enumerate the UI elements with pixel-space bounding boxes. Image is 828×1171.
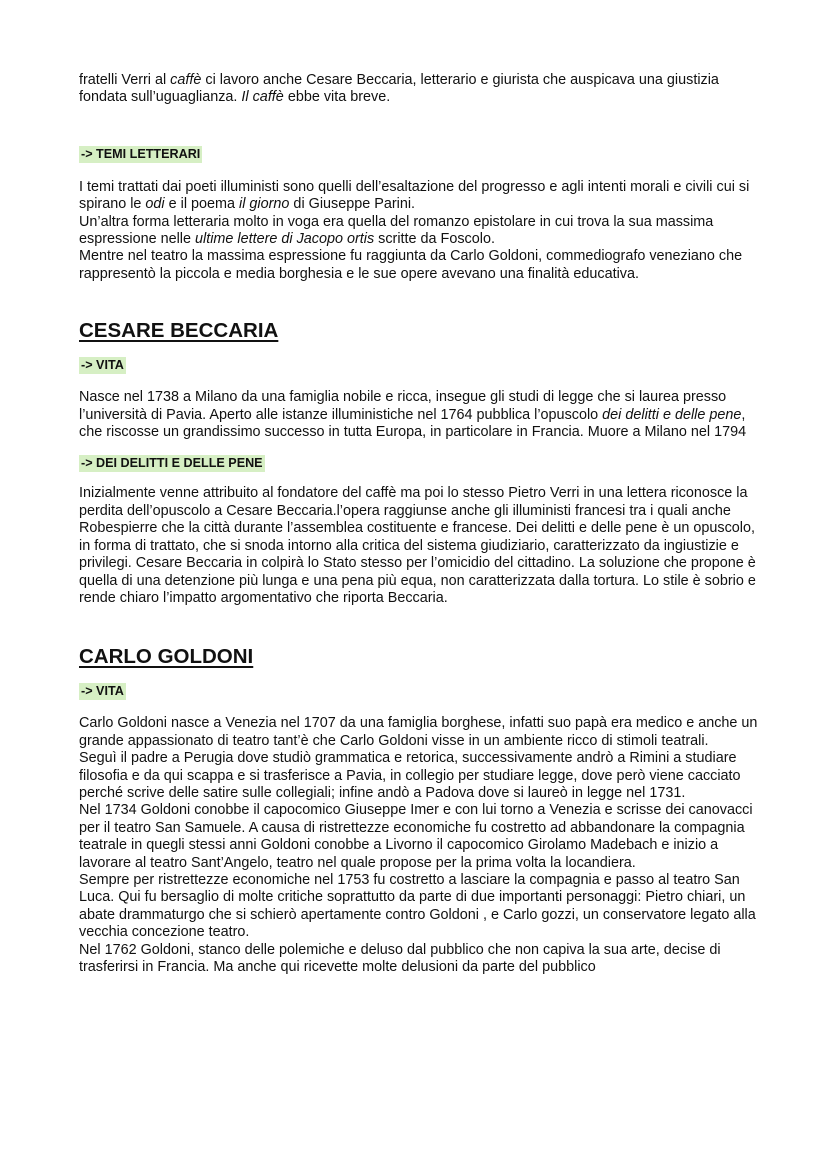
temi-italic-ortis: ultime lettere di Jacopo ortis — [195, 231, 375, 248]
delitti-heading-row — [79, 454, 759, 472]
intro-italic-caffe: caffè — [170, 72, 202, 88]
temi-text-4: Un’altra forma letteraria molto in voga era quella del romanzo epistolare in cui trova la sua massima espressione nelle — [79, 213, 714, 248]
beccaria-vita-text: Nasce nel 1738 a Milano da una famiglia nobile e ricca, insegue gli studi di legge che si laurea presso l’università di Pavia. Aperto alle istanze illuministiche nel 1764 pubblica l’opuscolo — [79, 389, 727, 423]
intro-paragraph — [79, 72, 759, 107]
temi-letterari-tag: -> TEMI LETTERARI — [81, 146, 201, 161]
temi-italic-il-giorno: il giorno — [239, 196, 290, 213]
temi-section — [79, 179, 759, 283]
intro-text-3: ebbe vita breve. — [283, 89, 391, 106]
goldoni-paragraph-1: Carlo Goldoni nasce a Venezia nel 1707 da una famiglia borghese, infatti suo papà era medico e anche un grande appassionato di teatro tant’è che Carlo Goldoni visse in un ambiente ricco di stimoli teatrali. — [79, 715, 758, 749]
beccaria-title: CESARE BECCARIA — [79, 319, 279, 343]
beccaria-vita-paragraph — [79, 389, 759, 441]
temi-text-2: e il poema — [164, 196, 240, 213]
goldoni-paragraph-5: Nel 1762 Goldoni, stanco delle polemiche e deluso dal pubblico che non capiva la sua arte, decise di trasferirsi in Francia. Ma anche qui ricevette molte delusioni da parte del pubblico — [79, 941, 721, 975]
temi-text-5: scritte da Foscolo. — [374, 231, 495, 248]
goldoni-title: CARLO GOLDONI — [79, 645, 254, 669]
beccaria-italic-title: dei delitti e delle pene — [602, 406, 742, 423]
temi-paragraph-2 — [79, 214, 759, 249]
document-page — [79, 72, 759, 976]
delitti-tag: -> DEI DELITTI E DELLE PENE — [81, 456, 263, 471]
temi-italic-odi: odi — [145, 196, 165, 213]
goldoni-paragraph-2: Seguì il padre a Perugia dove studiò grammatica e retorica, successivamente andrò a Rimini a studiare filosofia e da qui scappa e si trasferisce a Pavia, in collegio per studiare legge, dove però viene cacciato perché scrive delle satire sulle collegiali; infine andò a Padova dove si laureò in legge nel 1731. — [79, 750, 741, 801]
beccaria-vita-text-2: , che riscosse un grandissimo successo in tutta Europa, in particolare in Francia. Muore a Milano nel 1794 — [79, 406, 747, 441]
intro-italic-il-caffe: Il caffè — [241, 89, 284, 106]
goldoni-vita-heading-row — [79, 682, 759, 700]
goldoni-vita-tag: -> VITA — [81, 684, 124, 699]
temi-paragraph-1 — [79, 179, 759, 214]
beccaria-vita-tag: -> VITA — [81, 358, 124, 373]
temi-paragraph-3: Mentre nel teatro la massima espressione fu raggiunta da Carlo Goldoni, commediografo veneziano che rappresentò la piccola e media borghesia e le sue opere avevano una finalità educativa. — [79, 248, 743, 282]
goldoni-vita-section — [79, 715, 759, 976]
delitti-paragraph: Inizialmente venne attribuito al fondatore del caffè ma poi lo stesso Pietro Verri in una lettera riconosce la perdita dell’opuscolo a Cesare Beccaria.l’opera raggiunse anche gli illuministi francesi tra i quali anche Robespierre che la città durante l’assemblea costituente e francese. Dei delitti e delle pene è un opuscolo, in forma di trattato, che si snoda intorno alla critica del sistema giudiziario, caratterizzato da ingiustizie e privilegi. Cesare Beccaria in colpirà lo Stato stesso per l’omicidio del cittadino. La soluzione che propone è quella di una detenzione più lunga e una pena più equa, non caratterizzata dalla tortura. Lo stile è sobrio e rende chiaro l’impatto argomentativo che riporta Beccaria. — [79, 485, 756, 606]
beccaria-vita-heading-row — [79, 356, 759, 374]
goldoni-paragraph-3: Nel 1734 Goldoni conobbe il capocomico Giuseppe Imer e con lui torno a Venezia e scrisse dei canovacci per il teatro San Samuele. A causa di ristrettezze economiche fu costretto ad abbandonare la compagnia teatrale in quegli stessi anni Goldoni conobbe a Livorno il capocomico Girolamo Madebach e inizio a lavorare al teatro Sant’Angelo, teatro nel quale propose per la prima volta la locandiera. — [79, 802, 753, 871]
temi-text: I temi trattati dai poeti illuministi sono quelli dell’esaltazione del progresso e agli intenti morali e civili cui si spirano le — [79, 178, 750, 213]
temi-heading-row — [79, 145, 759, 163]
temi-text-3: di Giuseppe Parini. — [289, 196, 416, 213]
intro-text: fratelli Verri al — [79, 72, 171, 88]
intro-text-2: ci lavoro anche Cesare Beccaria, letterario e giurista che auspicava una giustizia fondata sull’uguaglianza. — [79, 72, 719, 106]
goldoni-paragraph-4: Sempre per ristrettezze economiche nel 1753 fu costretto a lasciare la compagnia e passo al teatro San Luca. Qui fu bersaglio di molte critiche soprattutto da parte di due importanti personaggi: Pietro chiari, un abate drammaturgo che si schierò apertamente contro Goldoni , e Carlo gozzi, un conservatore legato alla vecchia concezione teatro. — [79, 871, 756, 941]
